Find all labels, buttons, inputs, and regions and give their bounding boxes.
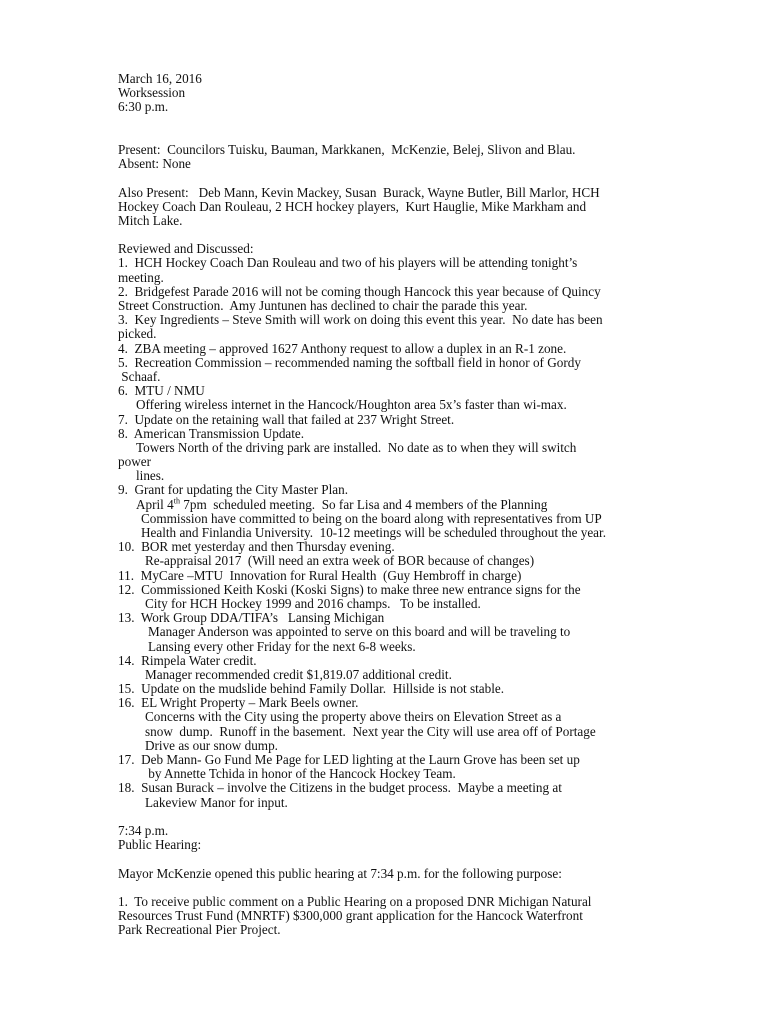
list-line: 14. Rimpela Water credit. xyxy=(118,652,257,668)
list-line: City for HCH Hockey 1999 and 2016 champs. To be installed. xyxy=(145,595,481,611)
list-line: Manager recommended credit $1,819.07 additional credit. xyxy=(145,666,452,682)
meeting-date: March 16, 2016 xyxy=(118,71,202,86)
list-line: Towers North of the driving park are installed. No date as to when they will switch xyxy=(136,439,577,455)
list-line: picked. xyxy=(118,326,157,342)
list-line: 16. EL Wright Property – Mark Beels owner. xyxy=(118,695,359,711)
list-line: 8. American Transmission Update. xyxy=(118,425,305,441)
list-line: by Annette Tchida in honor of the Hancock Hockey Team. xyxy=(145,766,456,782)
list-line: Street Construction. Amy Juntunen has declined to chair the parade this year. xyxy=(118,298,528,313)
also-present-line: Mitch Lake. xyxy=(118,212,183,228)
present-line: Present: Councilors Tuisku, Bauman, Markkanen, McKenzie, Belej, Slivon and Blau. xyxy=(118,141,576,157)
list-line: Drive as our snow dump. xyxy=(145,737,278,753)
list-line: 7. Update on the retaining wall that failed at 237 Wright Street. xyxy=(118,411,455,427)
also-present-line: Also Present: Deb Mann, Kevin Mackey, Susan Burack, Wayne Butler, Bill Marlor, HCH xyxy=(118,184,600,200)
list-line: meeting. xyxy=(118,269,164,285)
hearing-purpose: Park Recreational Pier Project. xyxy=(118,922,281,938)
list-line: lines. xyxy=(136,468,165,484)
list-line: 11. MyCare –MTU Innovation for Rural Health (Guy Hembroff in charge) xyxy=(118,567,522,583)
list-line: Concerns with the City using the property above theirs on Elevation Street as a xyxy=(145,709,562,725)
hearing-purpose: Resources Trust Fund (MNRTF) $300,000 grant application for the Hancock Waterfront xyxy=(118,908,583,924)
list-line: 10. BOR met yesterday and then Thursday evening. xyxy=(118,539,395,555)
list-line xyxy=(118,498,678,512)
hearing-title: Public Hearing: xyxy=(118,837,202,853)
list-line: 6. MTU / NMU xyxy=(118,383,205,399)
list-line: Re-appraisal 2017 (Will need an extra week of BOR because of changes) xyxy=(145,553,535,569)
reviewed-heading: Reviewed and Discussed: xyxy=(118,241,254,257)
list-line: power xyxy=(118,454,151,470)
list-line: 3. Key Ingredients – Steve Smith will work on doing this event this year. No date has been xyxy=(118,312,603,328)
list-line: 9. Grant for updating the City Master Plan. xyxy=(118,482,349,498)
april-date: April 4 xyxy=(136,496,174,512)
list-line: 1. HCH Hockey Coach Dan Rouleau and two of his players will be attending tonight’s xyxy=(118,255,578,271)
ordinal-suffix: th xyxy=(173,496,180,506)
list-line: 5. Recreation Commission – recommended naming the softball field in honor of Gordy xyxy=(118,354,581,370)
list-line: 17. Deb Mann- Go Fund Me Page for LED lighting at the Laurn Grove has been set up xyxy=(118,752,580,767)
list-line: Lansing every other Friday for the next 6-8 weeks. xyxy=(148,638,416,654)
hearing-time: 7:34 p.m. xyxy=(118,822,169,838)
absent-line: Absent: None xyxy=(118,156,191,172)
list-line: Offering wireless internet in the Hancock/Houghton area 5x’s faster than wi-max. xyxy=(136,397,567,413)
list-line: Schaaf. xyxy=(118,368,161,384)
list-line: Health and Finlandia University. 10-12 meetings will be scheduled throughout the year. xyxy=(141,525,606,540)
list-line: 12. Commissioned Keith Koski (Koski Signs) to make three new entrance signs for the xyxy=(118,581,581,597)
hearing-purpose: 1. To receive public comment on a Public Hearing on a proposed DNR Michigan Natural xyxy=(118,893,592,909)
list-line: 15. Update on the mudslide behind Family Dollar. Hillside is not stable. xyxy=(118,681,505,697)
hearing-opening: Mayor McKenzie opened this public hearing at 7:34 p.m. for the following purpose: xyxy=(118,865,562,881)
list-line: 13. Work Group DDA/TIFA’s Lansing Michigan xyxy=(118,610,385,626)
session-type: Worksession xyxy=(118,85,186,101)
list-line: 2. Bridgefest Parade 2016 will not be coming though Hancock this year because of Quincy xyxy=(118,283,601,299)
list-line: Lakeview Manor for input. xyxy=(145,794,288,810)
document-page xyxy=(118,72,678,937)
list-line: 18. Susan Burack – involve the Citizens in the budget process. Maybe a meeting at xyxy=(118,780,562,796)
april-rest: 7pm scheduled meeting. So far Lisa and 4 members of the Planning xyxy=(179,496,548,512)
list-line: Commission have committed to being on the board along with representatives from UP xyxy=(141,510,602,526)
list-line: snow dump. Runoff in the basement. Next year the City will use area off of Portage xyxy=(145,723,596,739)
meeting-time: 6:30 p.m. xyxy=(118,99,169,115)
list-line: 4. ZBA meeting – approved 1627 Anthony request to allow a duplex in an R-1 zone. xyxy=(118,340,567,356)
list-line: Manager Anderson was appointed to serve on this board and will be traveling to xyxy=(148,624,571,640)
also-present-line: Hockey Coach Dan Rouleau, 2 HCH hockey players, Kurt Hauglie, Mike Markham and xyxy=(118,198,587,214)
